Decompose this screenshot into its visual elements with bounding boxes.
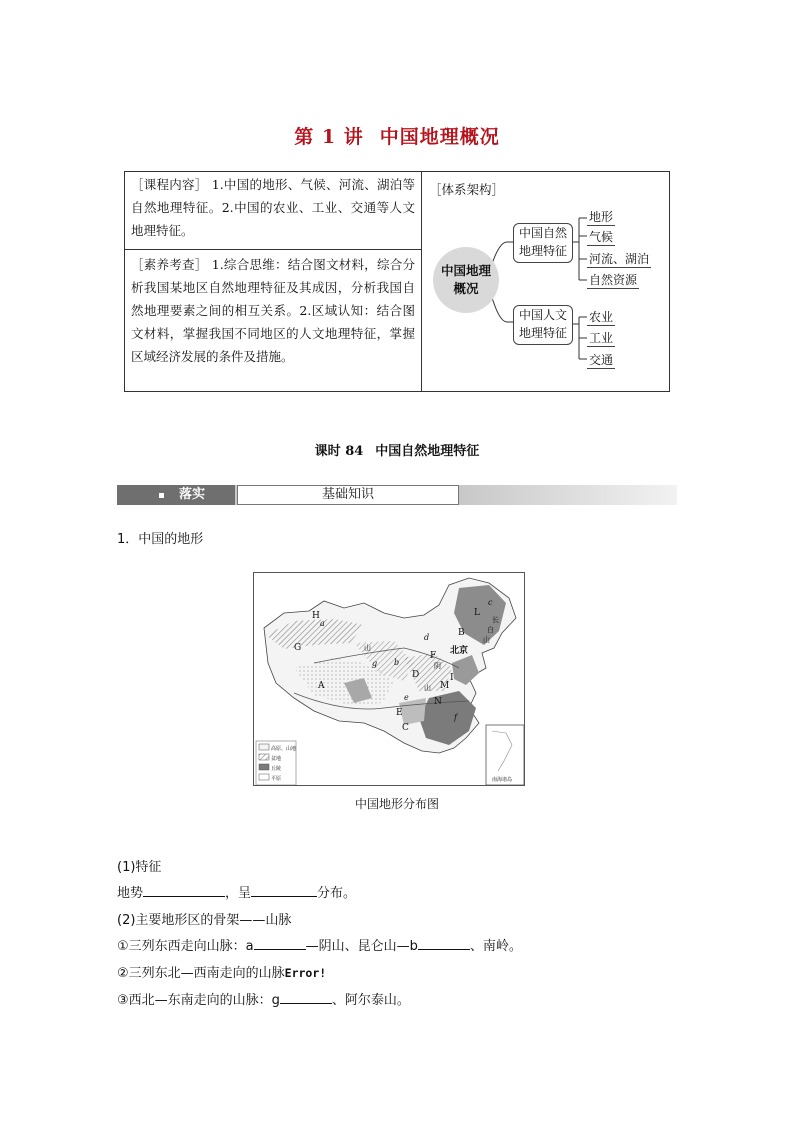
map-letter: e (404, 693, 409, 702)
map-letter: B (458, 628, 465, 638)
mindmap-leaf: 工业 (589, 331, 614, 345)
mindmap-leaf: 交通 (589, 353, 614, 367)
q-section-2: (2)主要地形区的骨架——山脉 (117, 913, 292, 928)
legend-label: 丘陵 (271, 766, 282, 772)
q-line-terrain: 地势 ，呈 分布。 (117, 886, 357, 901)
map-letter: a (320, 619, 325, 628)
map-caption: 中国地形分布图 (354, 797, 439, 811)
mountain-label: 阴 (434, 662, 441, 670)
legend-label: 平原 (271, 776, 282, 782)
map-letter: d (424, 633, 430, 642)
answer-blank[interactable] (418, 937, 470, 950)
legend-label: 盆地 (271, 756, 282, 762)
item-heading: 1．中国的地形 (117, 532, 204, 547)
map-letter: C (402, 723, 409, 733)
mindmap-leaf: 农业 (589, 310, 614, 324)
mountain-label: 白 (487, 626, 494, 634)
map-letter: N (434, 697, 442, 707)
mindmap-branch-human: 中国人文地理特征 (513, 305, 573, 345)
map-letter: f (454, 713, 457, 722)
map-letter: M (440, 681, 450, 691)
intro-table (124, 171, 670, 392)
literacy-text: ［素养考查］ 1.综合思维：结合图文材料，综合分析我国某地区自然地理特征及其成因，分析我国自然地理要素之间的相互关系。2.区域认知：结合图文材料，掌握我国不同地区的人文地理特征，掌握区域经济发展的条件及措施。 (131, 257, 415, 364)
mountain-label: 山 (424, 684, 431, 692)
q-line-ne-mountains: ②三列东北—西南走向的山脉Error! (117, 966, 327, 981)
mountain-label: 长 (492, 616, 499, 624)
section-light-label: 基础知识 (237, 485, 459, 505)
mindmap-leaf: 地形 (589, 210, 614, 224)
china-terrain-map (253, 572, 525, 786)
framework-mindmap (421, 172, 671, 393)
section-band (117, 485, 677, 505)
answer-blank[interactable] (143, 884, 225, 897)
map-letter: A (318, 681, 325, 691)
mindmap-leaf: 气候 (589, 230, 614, 244)
framework-label: ［体系架构］ (429, 182, 505, 197)
page-title: 第 1 讲 中国地理概况 (294, 126, 500, 148)
course-content-text: ［课程内容］ 1.中国的地形、气候、河流、湖泊等自然地理特征。2.中国的农业、工业、交通等人文地理特征。 (131, 177, 415, 238)
answer-blank[interactable] (280, 991, 332, 1004)
q-section-1: (1)特征 (117, 860, 162, 875)
map-letter: H (312, 611, 320, 621)
q-line-nw-mountains: ③西北—东南走向的山脉：g 、阿尔泰山。 (117, 993, 410, 1008)
map-letter: F (430, 651, 437, 661)
mountain-label: 山 (364, 644, 371, 652)
map-letter: E (396, 708, 403, 718)
q-line-ew-mountains: ①三列东西走向山脉：a —阴山、昆仑山—b 、南岭。 (117, 939, 522, 954)
answer-blank[interactable] (254, 937, 306, 950)
mindmap-branch-natural: 中国自然地理特征 (513, 223, 573, 263)
inset-label: 南海诸岛 (492, 777, 513, 783)
mindmap-leaf: 河流、湖泊 (589, 252, 650, 266)
answer-blank[interactable] (251, 884, 317, 897)
map-letter: g (372, 659, 378, 668)
map-letter: D (412, 670, 420, 680)
map-letter: c (488, 598, 493, 607)
capital-label: 北京 (450, 646, 469, 656)
legend-label: 高原、山地 (271, 746, 297, 752)
mountain-label: 山 (483, 636, 490, 644)
map-letter: I (450, 673, 454, 683)
lesson-title: 课时 84 中国自然地理特征 (314, 444, 480, 459)
mindmap-center: 中国地理概况 (433, 247, 499, 313)
map-letter: G (294, 643, 302, 653)
mindmap-leaf: 自然资源 (589, 273, 638, 287)
map-letter: b (394, 658, 400, 667)
map-letter: L (474, 608, 480, 618)
section-dark-label: 落实 (179, 487, 206, 502)
